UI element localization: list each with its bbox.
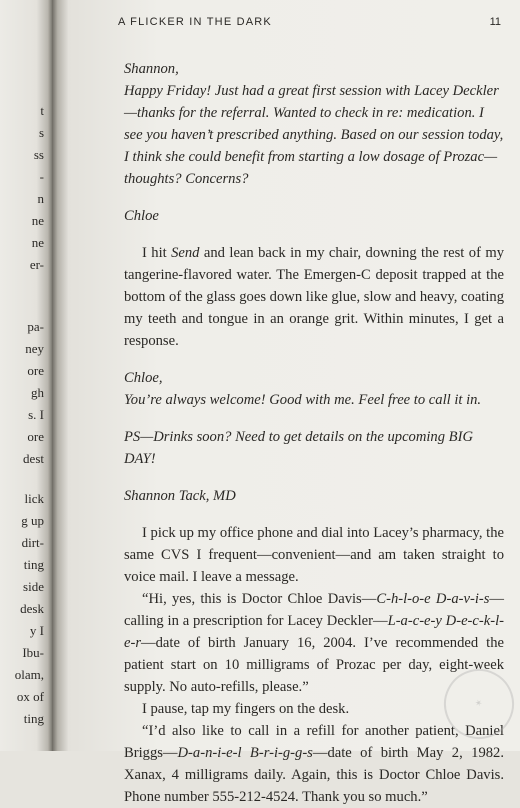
- left-fragment: dirt-: [21, 535, 44, 550]
- book-gutter: [52, 0, 68, 751]
- email1-greeting: Shannon,: [124, 61, 179, 77]
- watermark-seal: ✶: [435, 660, 520, 748]
- left-fragment: ox of: [16, 689, 44, 704]
- email1-body: Happy Friday! Just had a great first session with Lacey Deckler—thanks for the referral. Wanted to check in re: medication. I see you haven’t prescribed anything. Based on our session today, I think she could benefit from starting a low dosage of Prozac—thoughts? Concerns?: [124, 83, 504, 187]
- left-fragment: ore: [27, 429, 44, 444]
- left-fragment: ss: [33, 147, 44, 162]
- left-fragment: t: [40, 103, 44, 118]
- email1-signature: Chloe: [124, 208, 159, 224]
- quote-text: —date of birth May 2, 1982. Xanax, 4 milligrams daily. Again, this is Doctor Chloe Davis. Phone number 555-212-4524. Thank you so much.”: [124, 745, 504, 805]
- narrative-text: I hit Send and lean back in my chair, downing the rest of my tangerine-flavored water. The Emergen-C deposit trapped at the bottom of the glass goes down like glue, slow and heavy, coating my teeth and tongue in an orange grit. Within minutes, I get a response.: [124, 245, 504, 349]
- left-fragment: ney: [25, 341, 44, 356]
- narrative-paragraph-2: I pick up my office phone and dial into Lacey’s pharmacy, the same CVS I frequent—convenient—and am taken straight to voice mail. I leave a message.: [124, 525, 504, 585]
- left-fragment: s. I: [28, 407, 44, 422]
- left-fragment: g up: [21, 513, 44, 528]
- left-fragment: desk: [20, 601, 44, 616]
- left-fragment: n: [37, 191, 44, 206]
- left-fragment: olam,: [14, 667, 44, 682]
- narrative-paragraph-5: [124, 720, 504, 808]
- spelled-name: C-h-l-o-e D-a-v-i-s: [376, 591, 490, 607]
- left-fragment: lick: [24, 491, 44, 506]
- left-fragment: s: [38, 125, 44, 140]
- left-fragment: -: [39, 169, 44, 184]
- left-fragment: ting: [23, 711, 44, 726]
- narrative-paragraph-3: [124, 588, 504, 698]
- left-fragment: side: [23, 579, 44, 594]
- send-word: Send: [171, 245, 200, 261]
- left-fragment: y I: [29, 623, 44, 638]
- quote-text: —date of birth January 16, 2004. I’ve recommended the patient start on 10 milligrams of Prozac per day, eight-week supply. No auto-refills, please.”: [124, 635, 504, 695]
- left-page-edge: [0, 0, 52, 751]
- left-fragment: pa-: [27, 319, 44, 334]
- left-fragment: ne: [31, 213, 44, 228]
- narrative-paragraph-4: I pause, tap my fingers on the desk.: [142, 701, 350, 717]
- spelled-name: L-a-c-e-y D-e-c-k-l-e-r: [124, 613, 505, 651]
- left-fragment: er-: [29, 257, 44, 272]
- left-fragment: ting: [23, 557, 44, 572]
- quote-text: —calling in a prescription for Lacey Deckler—: [124, 591, 505, 629]
- email2-body: You’re always welcome! Good with me. Feel free to call it in.: [124, 392, 482, 408]
- email2-greeting: Chloe,: [124, 370, 163, 386]
- email2-signature: Shannon Tack, MD: [124, 488, 236, 504]
- quote-text: “Hi, yes, this is Doctor Chloe Davis—: [142, 591, 377, 607]
- spelled-name: D-a-n-i-e-l B-r-i-g-g-s: [177, 745, 313, 761]
- left-fragment: ne: [31, 235, 44, 250]
- left-fragment: dest: [23, 451, 44, 466]
- page-number: 11: [489, 16, 501, 28]
- narrative-paragraph-1: [124, 242, 504, 352]
- left-fragment: ore: [27, 363, 44, 378]
- left-fragment: Ibu-: [22, 645, 44, 660]
- running-head: A FLICKER IN THE DARK: [118, 16, 272, 28]
- email2-ps: PS—Drinks soon? Need to get details on the upcoming BIG DAY!: [124, 429, 473, 467]
- left-fragment: gh: [31, 385, 44, 400]
- quote-text: “I’d also like to call in a refill for another patient, Daniel Briggs—: [124, 723, 504, 761]
